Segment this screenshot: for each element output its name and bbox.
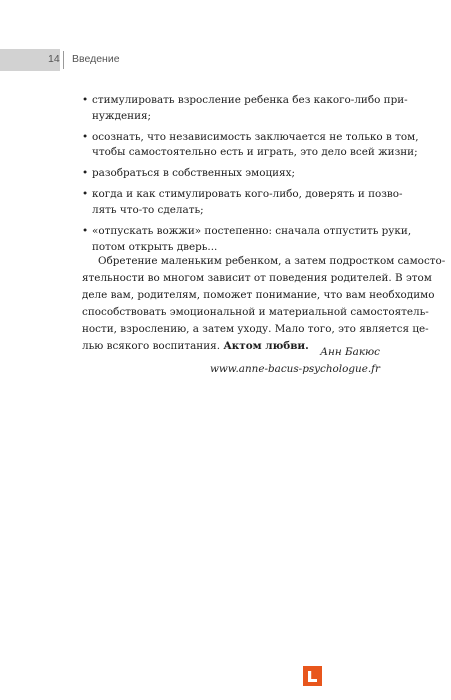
bullet-list bbox=[82, 93, 419, 261]
page-number: 14 bbox=[48, 53, 60, 65]
section-title: Введение bbox=[72, 53, 120, 65]
bullet-item bbox=[82, 166, 382, 182]
paragraph-line: ности, взрослению, а затем уходу. Мало того, это является це- bbox=[82, 323, 429, 336]
bullet-line: чтобы самостоятельно есть и играть, это дело всей жизни; bbox=[92, 146, 418, 159]
emphasis-text: Актом любви. bbox=[223, 340, 309, 353]
bullet-line: потом открыть дверь... bbox=[92, 240, 218, 253]
bullet-line: • осознать, что независимость заключается не только в том, bbox=[92, 130, 419, 143]
bullet-item bbox=[82, 130, 419, 161]
bullet-line: лять что-то сделать; bbox=[92, 204, 204, 217]
publisher-logo-icon bbox=[306, 670, 319, 683]
signature bbox=[210, 344, 380, 378]
paragraph-line: деле вам, родителям, поможет понимание, что вам необходимо bbox=[82, 289, 435, 302]
bullet-line: нуждения; bbox=[92, 109, 152, 122]
bullet-item bbox=[82, 224, 412, 255]
bullet-item bbox=[82, 93, 408, 124]
bullet-line: • разобраться в собственных эмоциях; bbox=[92, 167, 295, 180]
bullet-line: • «отпускать вожжи» постепенно: сначала отпустить руки, bbox=[92, 225, 412, 238]
paragraph-line: способствовать эмоциональной и материальной самостоятель- bbox=[82, 306, 429, 319]
bullet-line: • когда и как стимулировать кого-либо, доверять и позво- bbox=[92, 188, 403, 201]
publisher-logo bbox=[303, 666, 322, 686]
paragraph-line: ятельности во многом зависит от поведения родителей. В этом bbox=[82, 272, 432, 285]
bullet-item bbox=[82, 187, 403, 218]
bullet-line: • стимулировать взросление ребенка без какого-либо при- bbox=[92, 94, 408, 106]
author-name: Анн Бакюс bbox=[320, 346, 380, 358]
paragraph-line: Обретение маленьким ребенком, а затем подростком самосто- bbox=[98, 255, 446, 267]
author-website[interactable]: www.anne-bacus-psychologue.fr bbox=[210, 363, 380, 376]
paragraph-line: лью всякого воспитания. bbox=[82, 340, 221, 353]
header-divider bbox=[63, 51, 64, 69]
body-paragraph bbox=[82, 253, 446, 356]
